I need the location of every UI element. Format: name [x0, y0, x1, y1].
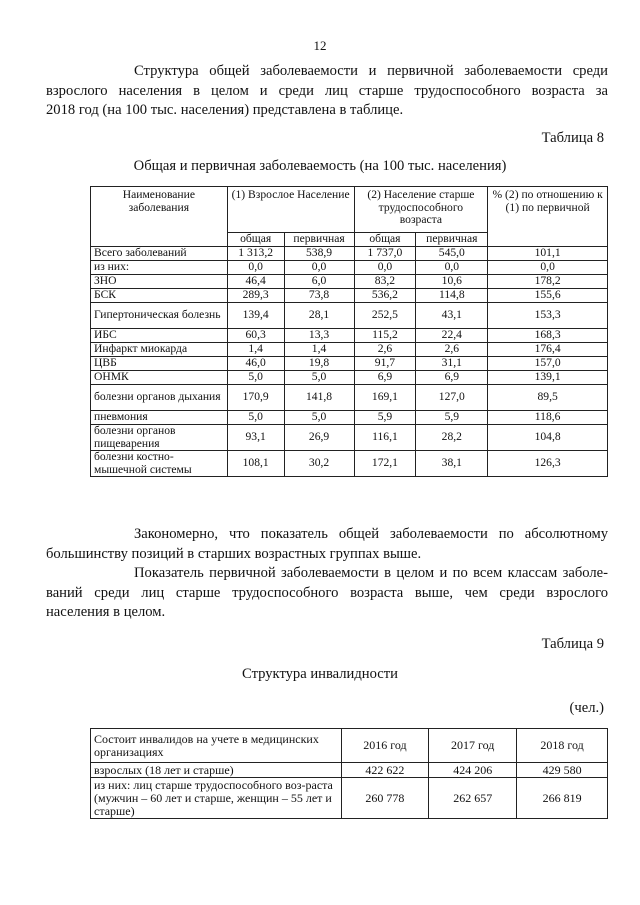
conclusion-line: ваний среди лиц старше трудоспособного возраста выше, чем среди взрослого [46, 584, 608, 601]
table-row [91, 289, 608, 303]
disease-name-cell: Всего заболеваний [91, 247, 228, 261]
ratio-cell: 104,8 [488, 425, 608, 451]
table-row [91, 247, 608, 261]
disease-name-cell: ЦВБ [91, 357, 228, 371]
disease-name-cell: болезни костно-мышечной системы [91, 451, 228, 477]
senior-primary-cell: 43,1 [416, 303, 488, 329]
senior-primary-cell: 6,9 [416, 371, 488, 385]
adult-primary-cell: 6,0 [284, 275, 354, 289]
table-row [91, 303, 608, 329]
table8-caption: Общая и первичная заболеваемость (на 100 тыс. населения) [133, 158, 507, 174]
header-senior-total: общая [354, 233, 416, 247]
table-row [91, 261, 608, 275]
senior-primary-cell: 38,1 [416, 451, 488, 477]
adult-total-cell: 170,9 [227, 385, 284, 411]
ratio-cell: 153,3 [488, 303, 608, 329]
year-2017-cell: 424 206 [429, 763, 517, 778]
table9-label: Таблица 9 [541, 636, 604, 652]
disease-name-cell: Гипертоническая болезнь [91, 303, 228, 329]
adult-total-cell: 1 313,2 [227, 247, 284, 261]
table8-label: Таблица 8 [541, 130, 604, 146]
adult-total-cell: 93,1 [227, 425, 284, 451]
adult-primary-cell: 1,4 [284, 343, 354, 357]
year-2018-cell: 429 580 [517, 763, 608, 778]
intro-line: взрослого населения в целом и среди лиц старше трудоспособного возраста за [46, 82, 608, 99]
adult-total-cell: 108,1 [227, 451, 284, 477]
senior-total-cell: 83,2 [354, 275, 416, 289]
adult-primary-cell: 26,9 [284, 425, 354, 451]
header-year-2018: 2018 год [517, 729, 608, 763]
table-row [91, 425, 608, 451]
year-2016-cell: 422 622 [341, 763, 429, 778]
senior-primary-cell: 2,6 [416, 343, 488, 357]
table-row [91, 329, 608, 343]
senior-primary-cell: 28,2 [416, 425, 488, 451]
ratio-cell: 178,2 [488, 275, 608, 289]
senior-total-cell: 5,9 [354, 411, 416, 425]
adult-primary-cell: 0,0 [284, 261, 354, 275]
disease-name-cell: ОНМК [91, 371, 228, 385]
disease-name-cell: из них: [91, 261, 228, 275]
conclusion-paragraph-2 [46, 564, 608, 623]
senior-primary-cell: 5,9 [416, 411, 488, 425]
disease-name-cell: ИБС [91, 329, 228, 343]
senior-total-cell: 115,2 [354, 329, 416, 343]
conclusion-line: Показатель первичной заболеваемости в целом и по всем классам заболе- [134, 565, 608, 581]
header-year-2016: 2016 год [341, 729, 429, 763]
table-row [91, 778, 608, 819]
conclusion-paragraph-1 [46, 525, 608, 564]
ratio-cell: 118,6 [488, 411, 608, 425]
table-row [91, 357, 608, 371]
intro-paragraph [46, 62, 608, 121]
table-row [91, 371, 608, 385]
ratio-cell: 126,3 [488, 451, 608, 477]
adult-total-cell: 0,0 [227, 261, 284, 275]
disease-name-cell: Инфаркт миокарда [91, 343, 228, 357]
conclusion-line: населения в целом. [46, 604, 166, 620]
table9-caption: Структура инвалидности [242, 666, 398, 682]
table-row [91, 275, 608, 289]
adult-total-cell: 139,4 [227, 303, 284, 329]
disability-table-body [91, 763, 608, 819]
adult-total-cell: 60,3 [227, 329, 284, 343]
senior-total-cell: 2,6 [354, 343, 416, 357]
header-senior-primary: первичная [416, 233, 488, 247]
adult-primary-cell: 13,3 [284, 329, 354, 343]
morbidity-table-body [91, 247, 608, 477]
year-2018-cell: 266 819 [517, 778, 608, 819]
ratio-cell: 139,1 [488, 371, 608, 385]
senior-primary-cell: 114,8 [416, 289, 488, 303]
adult-primary-cell: 30,2 [284, 451, 354, 477]
adult-primary-cell: 19,8 [284, 357, 354, 371]
senior-total-cell: 116,1 [354, 425, 416, 451]
conclusion-line: Закономерно, что показатель общей заболеваемости по абсолютному [134, 526, 608, 542]
senior-primary-cell: 545,0 [416, 247, 488, 261]
ratio-cell: 89,5 [488, 385, 608, 411]
adult-primary-cell: 28,1 [284, 303, 354, 329]
page-number: 12 [313, 38, 327, 53]
year-2016-cell: 260 778 [341, 778, 429, 819]
ratio-cell: 101,1 [488, 247, 608, 261]
senior-total-cell: 91,7 [354, 357, 416, 371]
ratio-cell: 0,0 [488, 261, 608, 275]
adult-primary-cell: 73,8 [284, 289, 354, 303]
table-row [91, 763, 608, 778]
adult-total-cell: 289,3 [227, 289, 284, 303]
senior-total-cell: 536,2 [354, 289, 416, 303]
table-row [91, 343, 608, 357]
adult-total-cell: 1,4 [227, 343, 284, 357]
disease-name-cell: БСК [91, 289, 228, 303]
adult-primary-cell: 538,9 [284, 247, 354, 261]
senior-primary-cell: 0,0 [416, 261, 488, 275]
header-year-2017: 2017 год [429, 729, 517, 763]
senior-total-cell: 252,5 [354, 303, 416, 329]
adult-total-cell: 46,4 [227, 275, 284, 289]
year-2017-cell: 262 657 [429, 778, 517, 819]
ratio-cell: 157,0 [488, 357, 608, 371]
table-row [91, 451, 608, 477]
category-cell: взрослых (18 лет и старше) [91, 763, 342, 778]
table-row [91, 411, 608, 425]
intro-line: Структура общей заболеваемости и первичной заболеваемости среди [134, 63, 608, 79]
header-adult-population: (1) Взрослое Население [227, 187, 354, 233]
adult-primary-cell: 5,0 [284, 411, 354, 425]
senior-total-cell: 0,0 [354, 261, 416, 275]
morbidity-table [90, 186, 608, 477]
adult-total-cell: 5,0 [227, 371, 284, 385]
senior-primary-cell: 31,1 [416, 357, 488, 371]
header-disease-name: Наименование заболевания [91, 187, 228, 247]
ratio-cell: 168,3 [488, 329, 608, 343]
disease-name-cell: болезни органов дыхания [91, 385, 228, 411]
header-adult-total: общая [227, 233, 284, 247]
adult-total-cell: 46,0 [227, 357, 284, 371]
adult-total-cell: 5,0 [227, 411, 284, 425]
header-ratio: % (2) по отношению к (1) по первичной [488, 187, 608, 247]
senior-primary-cell: 127,0 [416, 385, 488, 411]
table-row [91, 385, 608, 411]
disability-table [90, 728, 608, 819]
header-adult-primary: первичная [284, 233, 354, 247]
header-senior-population: (2) Население старше трудоспособного возраста [354, 187, 488, 233]
ratio-cell: 155,6 [488, 289, 608, 303]
senior-total-cell: 1 737,0 [354, 247, 416, 261]
conclusion-line: большинству позиций в старших возрастных группах выше. [46, 545, 422, 562]
table9-unit: (чел.) [569, 700, 604, 716]
senior-total-cell: 6,9 [354, 371, 416, 385]
header-registered-disabled: Состоит инвалидов на учете в медицинских организациях [91, 729, 342, 763]
disease-name-cell: болезни органов пищеварения [91, 425, 228, 451]
disease-name-cell: ЗНО [91, 275, 228, 289]
adult-primary-cell: 141,8 [284, 385, 354, 411]
senior-total-cell: 169,1 [354, 385, 416, 411]
senior-primary-cell: 10,6 [416, 275, 488, 289]
ratio-cell: 176,4 [488, 343, 608, 357]
adult-primary-cell: 5,0 [284, 371, 354, 385]
senior-total-cell: 172,1 [354, 451, 416, 477]
intro-line: 2018 год (на 100 тыс. населения) представлена в таблице. [46, 102, 404, 118]
disease-name-cell: пневмония [91, 411, 228, 425]
category-cell: из них: лиц старше трудоспособного воз-раста (мужчин – 60 лет и старше, женщин – 55 лет и старше) [91, 778, 342, 819]
senior-primary-cell: 22,4 [416, 329, 488, 343]
